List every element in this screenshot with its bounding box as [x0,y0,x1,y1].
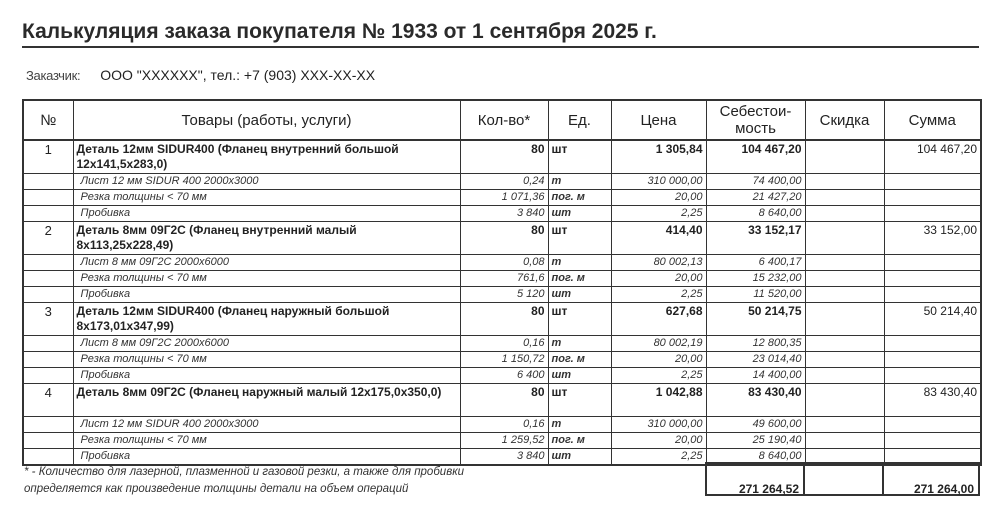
subitem-num-empty [23,255,73,271]
table-row-subitem [23,368,981,384]
subitem-cost: 11 520,00 [706,287,805,303]
item-price: 1 305,84 [611,140,706,174]
table-body [23,140,981,465]
subitem-name: Пробивка [73,449,460,466]
table-row-subitem [23,433,981,449]
subitem-sum-empty [884,190,981,206]
subitem-num-empty [23,368,73,384]
item-price: 414,40 [611,222,706,255]
item-number: 2 [23,222,73,255]
item-number: 3 [23,303,73,336]
total-discount [803,462,884,496]
table-row-subitem [23,271,981,287]
subitem-name: Лист 12 мм SIDUR 400 2000x3000 [73,417,460,433]
item-name: Деталь 12мм SIDUR400 (Фланец наружный большой 8x173,01x347,99) [73,303,460,336]
subitem-discount-empty [805,287,884,303]
subitem-sum-empty [884,433,981,449]
subitem-qty: 6 400 [460,368,548,384]
customer-info [26,67,375,83]
col-header-sum: Сумма [884,100,981,140]
subitem-name: Резка толщины < 70 мм [73,433,460,449]
total-sum: 271 264,00 [882,462,980,496]
item-cost: 50 214,75 [706,303,805,336]
subitem-num-empty [23,336,73,352]
item-sum: 104 467,20 [884,140,981,174]
subitem-discount-empty [805,336,884,352]
subitem-unit: шт [548,449,611,466]
subitem-name: Резка толщины < 70 мм [73,271,460,287]
subitem-sum-empty [884,417,981,433]
subitem-sum-empty [884,352,981,368]
item-unit: шт [548,140,611,174]
subitem-num-empty [23,449,73,466]
subitem-discount-empty [805,174,884,190]
table-row-subitem [23,174,981,190]
calculation-table [22,99,982,466]
subitem-unit: пог. м [548,190,611,206]
total-cost: 271 264,52 [705,462,805,496]
subitem-qty: 0,16 [460,417,548,433]
table-row-subitem [23,336,981,352]
item-number: 1 [23,140,73,174]
subitem-price: 310 000,00 [611,417,706,433]
item-qty: 80 [460,384,548,417]
item-name: Деталь 8мм 09Г2С (Фланец внутренний малый 8x113,25x228,49) [73,222,460,255]
item-name: Деталь 8мм 09Г2С (Фланец наружный малый 12x175,0x350,0) [73,384,460,417]
col-header-num: № [23,100,73,140]
col-header-qty: Кол-во* [460,100,548,140]
subitem-num-empty [23,206,73,222]
subitem-cost: 12 800,35 [706,336,805,352]
col-header-unit: Ед. [548,100,611,140]
subitem-qty: 0,08 [460,255,548,271]
subitem-cost: 8 640,00 [706,206,805,222]
subitem-qty: 1 150,72 [460,352,548,368]
subitem-sum-empty [884,206,981,222]
subitem-price: 20,00 [611,433,706,449]
subitem-unit: шт [548,287,611,303]
item-sum: 50 214,40 [884,303,981,336]
footnote [24,464,464,498]
table-row-item [23,140,981,174]
item-cost: 83 430,40 [706,384,805,417]
item-sum: 83 430,40 [884,384,981,417]
subitem-num-empty [23,352,73,368]
table-header-row [23,100,981,140]
subitem-num-empty [23,433,73,449]
col-header-price: Цена [611,100,706,140]
subitem-unit: т [548,336,611,352]
subitem-qty: 3 840 [460,449,548,466]
item-discount [805,222,884,255]
subitem-discount-empty [805,417,884,433]
subitem-cost: 74 400,00 [706,174,805,190]
subitem-num-empty [23,417,73,433]
table-row-subitem [23,352,981,368]
subitem-cost: 14 400,00 [706,368,805,384]
item-unit: шт [548,303,611,336]
subitem-cost: 15 232,00 [706,271,805,287]
item-unit: шт [548,384,611,417]
subitem-cost: 25 190,40 [706,433,805,449]
subitem-unit: пог. м [548,433,611,449]
subitem-discount-empty [805,271,884,287]
col-header-cost: Себестои- мость [706,100,805,140]
table-row-subitem [23,206,981,222]
subitem-cost: 21 427,20 [706,190,805,206]
subitem-qty: 3 840 [460,206,548,222]
subitem-name: Пробивка [73,368,460,384]
subitem-sum-empty [884,255,981,271]
subitem-price: 20,00 [611,271,706,287]
subitem-sum-empty [884,368,981,384]
table-row-item [23,384,981,417]
subitem-qty: 1 259,52 [460,433,548,449]
subitem-price: 2,25 [611,449,706,466]
subitem-unit: шт [548,368,611,384]
page-title: Калькуляция заказа покупателя № 1933 от 1 сентября 2025 г. [22,14,979,48]
subitem-name: Лист 8 мм 09Г2С 2000x6000 [73,336,460,352]
col-header-goods: Товары (работы, услуги) [73,100,460,140]
subitem-discount-empty [805,352,884,368]
item-price: 627,68 [611,303,706,336]
subitem-unit: пог. м [548,352,611,368]
table-row-item [23,303,981,336]
subitem-qty: 0,16 [460,336,548,352]
subitem-num-empty [23,190,73,206]
item-name: Деталь 12мм SIDUR400 (Фланец внутренний большой 12x141,5x283,0) [73,140,460,174]
subitem-name: Резка толщины < 70 мм [73,352,460,368]
subitem-num-empty [23,287,73,303]
subitem-unit: т [548,255,611,271]
footnote-line-1: * - Количество для лазерной, плазменной и газовой резки, а также для пробивки [24,466,465,478]
subitem-qty: 761,6 [460,271,548,287]
subitem-sum-empty [884,336,981,352]
item-qty: 80 [460,140,548,174]
subitem-price: 2,25 [611,287,706,303]
subitem-qty: 0,24 [460,174,548,190]
subitem-cost: 6 400,17 [706,255,805,271]
subitem-cost: 23 014,40 [706,352,805,368]
item-price: 1 042,88 [611,384,706,417]
subitem-discount-empty [805,206,884,222]
subitem-price: 20,00 [611,190,706,206]
item-cost: 104 467,20 [706,140,805,174]
item-sum: 33 152,00 [884,222,981,255]
customer-value: ООО "XXXXXX", тел.: +7 (903) XXX-XX-XX [100,67,376,83]
table-row-item [23,222,981,255]
subitem-sum-empty [884,287,981,303]
item-number: 4 [23,384,73,417]
subitem-qty: 1 071,36 [460,190,548,206]
table-row-subitem [23,190,981,206]
subitem-price: 310 000,00 [611,174,706,190]
subitem-unit: т [548,417,611,433]
table-row-subitem [23,255,981,271]
subitem-name: Лист 12 мм SIDUR 400 2000x3000 [73,174,460,190]
subitem-price: 20,00 [611,352,706,368]
subitem-unit: т [548,174,611,190]
item-qty: 80 [460,303,548,336]
customer-label: Заказчик: [26,68,81,83]
subitem-discount-empty [805,190,884,206]
subitem-discount-empty [805,368,884,384]
item-discount [805,303,884,336]
subitem-unit: шт [548,206,611,222]
subitem-num-empty [23,174,73,190]
subitem-discount-empty [805,433,884,449]
subitem-discount-empty [805,255,884,271]
item-discount [805,384,884,417]
item-qty: 80 [460,222,548,255]
subitem-price: 80 002,13 [611,255,706,271]
col-header-discount: Скидка [805,100,884,140]
subitem-name: Пробивка [73,287,460,303]
subitem-num-empty [23,271,73,287]
subitem-name: Пробивка [73,206,460,222]
subitem-cost: 49 600,00 [706,417,805,433]
subitem-unit: пог. м [548,271,611,287]
item-cost: 33 152,17 [706,222,805,255]
subitem-cost: 8 640,00 [706,449,805,466]
footnote-line-2: определяется как произведение толщины детали на объем операций [24,483,409,495]
subitem-price: 2,25 [611,368,706,384]
item-discount [805,140,884,174]
subitem-price: 2,25 [611,206,706,222]
table-row-subitem [23,417,981,433]
table-row-subitem [23,287,981,303]
subitem-price: 80 002,19 [611,336,706,352]
subitem-sum-empty [884,271,981,287]
subitem-qty: 5 120 [460,287,548,303]
subitem-name: Лист 8 мм 09Г2С 2000x6000 [73,255,460,271]
item-unit: шт [548,222,611,255]
subitem-name: Резка толщины < 70 мм [73,190,460,206]
subitem-sum-empty [884,174,981,190]
